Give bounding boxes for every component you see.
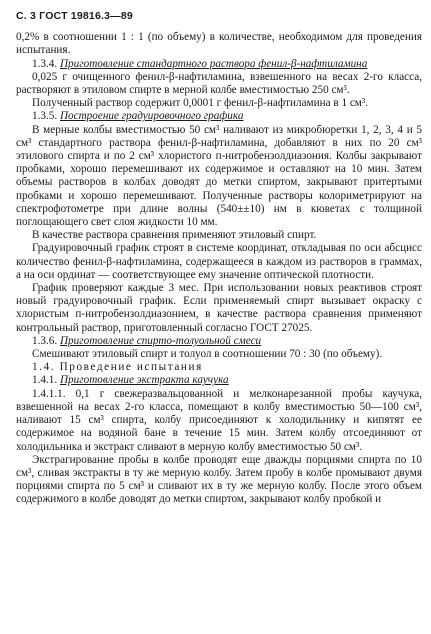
heading-1-3-5: [16, 110, 422, 123]
heading-title: Построение градуировочного графика: [59, 110, 244, 123]
heading-title: Приготовление экстракта каучука: [59, 374, 229, 387]
paragraph-6: Градуировочный график строят в системе координат, откладывая по оси абсцисс количество фенил-β-нафтиламина, содержащееся в каждом из растворов в граммах, а на оси ординат — соответствующее ему значение оптической плотности.: [16, 242, 422, 281]
heading-title: Приготовление спирто-толуольной смеси: [59, 334, 262, 347]
paragraph-2: 0,025 г очищенного фенил-β-нафтиламина, взвешенного на весах 2-го класса, растворяют в этиловом спирте в мерной колбе вместимостью 250 см³.: [16, 70, 422, 97]
paragraph-1: 0,2% в соотношении 1 : 1 (по объему) в количестве, необходимом для проведения испытания.: [16, 31, 422, 57]
paragraph-9: 1.4.1.1. 0,1 г свежеразвальцованной и мелконарезанной пробы каучука, взвешенной на весах 2-го класса, помещают в колбу вместимостью 50—100 см³, наливают 15 см³ спирта, колбу присоединяют к холодильнику и кипятят ее содержимое на водяной бане в течение 15 мин. Затем колбу отсоединяют от холодильника и экстракт сливают в мерную колбу вместимостью 50 см³.: [16, 387, 422, 453]
heading-1-4: 1.4. Проведение испытания: [32, 361, 203, 374]
paragraph-7: График проверяют каждые 3 мес. При использовании новых реактивов строят новый градуировочный график. Если применяемый спирт вызывает окраску с хлористым п-нитробензолдиазонием, в качестве раствора сравнения применяют контрольный раствор, приготовленный согласно ГОСТ 27025.: [16, 282, 422, 334]
paragraph-3: Полученный раствор содержит 0,0001 г фенил-β-нафтиламина в 1 см³.: [32, 97, 369, 110]
paragraph-8: Смешивают этиловый спирт и толуол в соотношении 70 : 30 (по объему).: [32, 348, 383, 361]
heading-1-3-4: [16, 58, 422, 71]
heading-number: 1.3.5.: [32, 110, 60, 123]
page-header: С. 3 ГОСТ 19816.3—89: [16, 10, 133, 22]
paragraph-10: Экстрагирование пробы в колбе проводят еще дважды порциями спирта по 10 см³, сливая экстракты в ту же мерную колбу. Затем пробу в колбе промывают двумя порциями спирта по 5 см³ и сливают их в ту же мерную колбу. После этого объем содержимого в колбе доводят до метки спиртом, закрывают колбу пробкой и: [16, 453, 422, 506]
heading-title: Приготовление стандартного раствора фенил-β-нафтиламина: [59, 57, 368, 70]
document-page: [16, 10, 422, 507]
heading-number: 1.3.4.: [32, 57, 60, 70]
heading-1-4-1: [16, 374, 422, 387]
paragraph-4: В мерные колбы вместимостью 50 см³ наливают из микробюретки 1, 2, 3, 4 и 5 см³ стандартного раствора фенил-β-нафтиламина, добавляют в них по 20 см³ этилового спирта и по 2 см³ хлористого п-нитробензолдиазония. Колбы закрывают пробками, хорошо перемешивают их содержимое и оставляют на 10 мин. Затем объемы растворов в колбах доводят до метки спиртом, закрывают притертыми пробками и хорошо перемешивают. Полученные растворы колориметрируют на спектрофотометре при длине волны (540±±10) нм в кюветах с толщиной поглощающего свет слоя жидкости 10 мм.: [16, 123, 422, 229]
heading-number: 1.3.6.: [32, 334, 60, 347]
paragraph-5: В качестве раствора сравнения применяют этиловый спирт.: [32, 229, 317, 242]
heading-number: 1.4.1.: [32, 374, 60, 387]
heading-1-3-6: [16, 335, 422, 348]
